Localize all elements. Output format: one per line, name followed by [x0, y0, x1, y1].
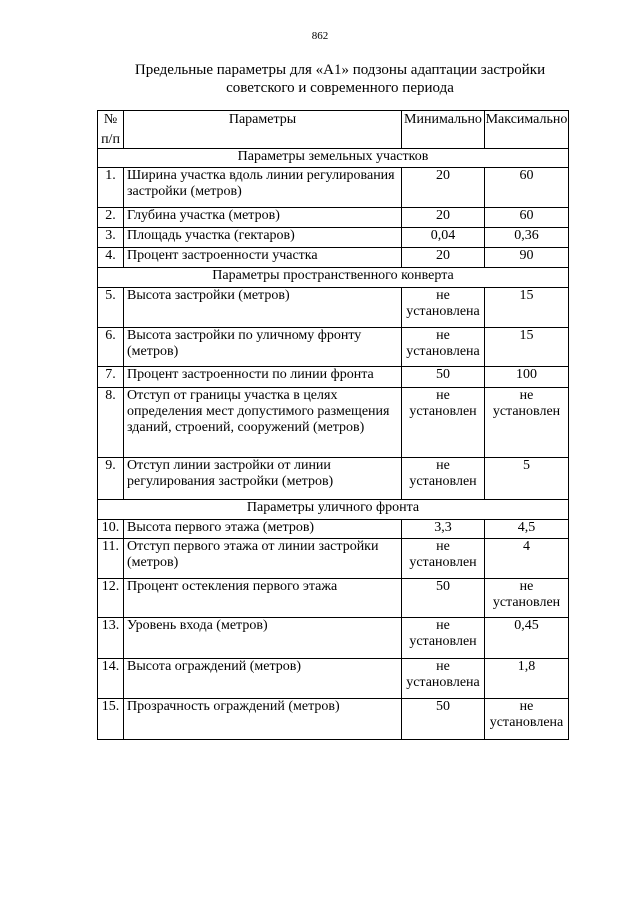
row-minimum: 50 [402, 367, 485, 388]
document-title [60, 61, 620, 97]
row-number: 1. [98, 168, 124, 208]
header-minimum: Минимально [402, 111, 485, 149]
table-row [98, 248, 569, 268]
table-row [98, 288, 569, 328]
page-number: 862 [311, 30, 329, 42]
row-minimum: 20 [402, 168, 485, 208]
row-minimum: не установлен [402, 458, 485, 500]
row-number: 13. [98, 618, 124, 659]
section-title: Параметры пространственного конверта [98, 268, 569, 288]
row-minimum: не установлен [402, 388, 485, 458]
row-minimum: не установлена [402, 288, 485, 328]
row-minimum: 20 [402, 248, 485, 268]
row-number: 10. [98, 520, 124, 539]
row-parameter: Прозрачность ограждений (метров) [124, 699, 402, 740]
row-maximum: 100 [485, 367, 569, 388]
row-parameter: Процент застроенности участка [124, 248, 402, 268]
row-number: 3. [98, 228, 124, 248]
row-maximum: не установлен [485, 579, 569, 618]
row-parameter: Высота первого этажа (метров) [124, 520, 402, 539]
row-minimum: 0,04 [402, 228, 485, 248]
table-row [98, 520, 569, 539]
row-parameter: Высота застройки (метров) [124, 288, 402, 328]
row-parameter: Высота застройки по уличному фронту (метров) [124, 328, 402, 367]
row-maximum: не установлена [485, 699, 569, 740]
row-minimum: не установлена [402, 659, 485, 699]
table-row [98, 699, 569, 740]
row-maximum: 1,8 [485, 659, 569, 699]
row-parameter: Процент остекления первого этажа [124, 579, 402, 618]
row-parameter: Площадь участка (гектаров) [124, 228, 402, 248]
table-row [98, 618, 569, 659]
row-maximum: 90 [485, 248, 569, 268]
section-row [98, 500, 569, 520]
row-parameter: Уровень входа (метров) [124, 618, 402, 659]
row-parameter: Процент застроенности по линии фронта [124, 367, 402, 388]
table-row [98, 458, 569, 500]
row-maximum: 4,5 [485, 520, 569, 539]
row-number: 9. [98, 458, 124, 500]
row-minimum: 50 [402, 699, 485, 740]
row-parameter: Ширина участка вдоль линии регулирования застройки (метров) [124, 168, 402, 208]
row-number: 14. [98, 659, 124, 699]
row-parameter: Отступ от границы участка в целях определения мест допустимого размещения зданий, строений, сооружений (метров) [124, 388, 402, 458]
table-row [98, 208, 569, 228]
table-row [98, 388, 569, 458]
row-maximum: не установлен [485, 388, 569, 458]
row-minimum: не установлен [402, 539, 485, 579]
row-maximum: 60 [485, 208, 569, 228]
row-minimum: 3,3 [402, 520, 485, 539]
row-number: 4. [98, 248, 124, 268]
row-number: 2. [98, 208, 124, 228]
row-maximum: 15 [485, 288, 569, 328]
table-row [98, 228, 569, 248]
parameters-table [97, 110, 569, 740]
row-number: 11. [98, 539, 124, 579]
section-title: Параметры уличного фронта [98, 500, 569, 520]
table-header-row [98, 111, 569, 149]
row-minimum: 20 [402, 208, 485, 228]
section-row [98, 149, 569, 168]
header-number-symbol: № [103, 112, 118, 127]
row-maximum: 0,36 [485, 228, 569, 248]
row-maximum: 4 [485, 539, 569, 579]
row-number: 15. [98, 699, 124, 740]
section-row [98, 268, 569, 288]
row-parameter: Глубина участка (метров) [124, 208, 402, 228]
row-number: 8. [98, 388, 124, 458]
row-number: 5. [98, 288, 124, 328]
row-minimum: не установлена [402, 328, 485, 367]
row-maximum: 0,45 [485, 618, 569, 659]
header-number [98, 111, 124, 149]
table-row [98, 168, 569, 208]
row-maximum: 15 [485, 328, 569, 367]
table-row [98, 367, 569, 388]
row-parameter: Отступ линии застройки от линии регулирования застройки (метров) [124, 458, 402, 500]
row-number: 7. [98, 367, 124, 388]
title-line-1: Предельные параметры для «А1» подзоны адаптации застройки [134, 62, 546, 78]
table-row [98, 659, 569, 699]
title-line-2: советского и современного периода [226, 80, 454, 96]
row-number: 6. [98, 328, 124, 367]
row-minimum: 50 [402, 579, 485, 618]
row-number: 12. [98, 579, 124, 618]
section-title: Параметры земельных участков [98, 149, 569, 168]
row-minimum: не установлен [402, 618, 485, 659]
row-maximum: 60 [485, 168, 569, 208]
table-row [98, 539, 569, 579]
row-maximum: 5 [485, 458, 569, 500]
header-parameters: Параметры [124, 111, 402, 149]
table-row [98, 328, 569, 367]
table-row [98, 579, 569, 618]
row-parameter: Отступ первого этажа от линии застройки (метров) [124, 539, 402, 579]
row-parameter: Высота ограждений (метров) [124, 659, 402, 699]
header-number-abbrev: п/п [101, 132, 120, 147]
header-maximum: Максимально [485, 111, 569, 149]
